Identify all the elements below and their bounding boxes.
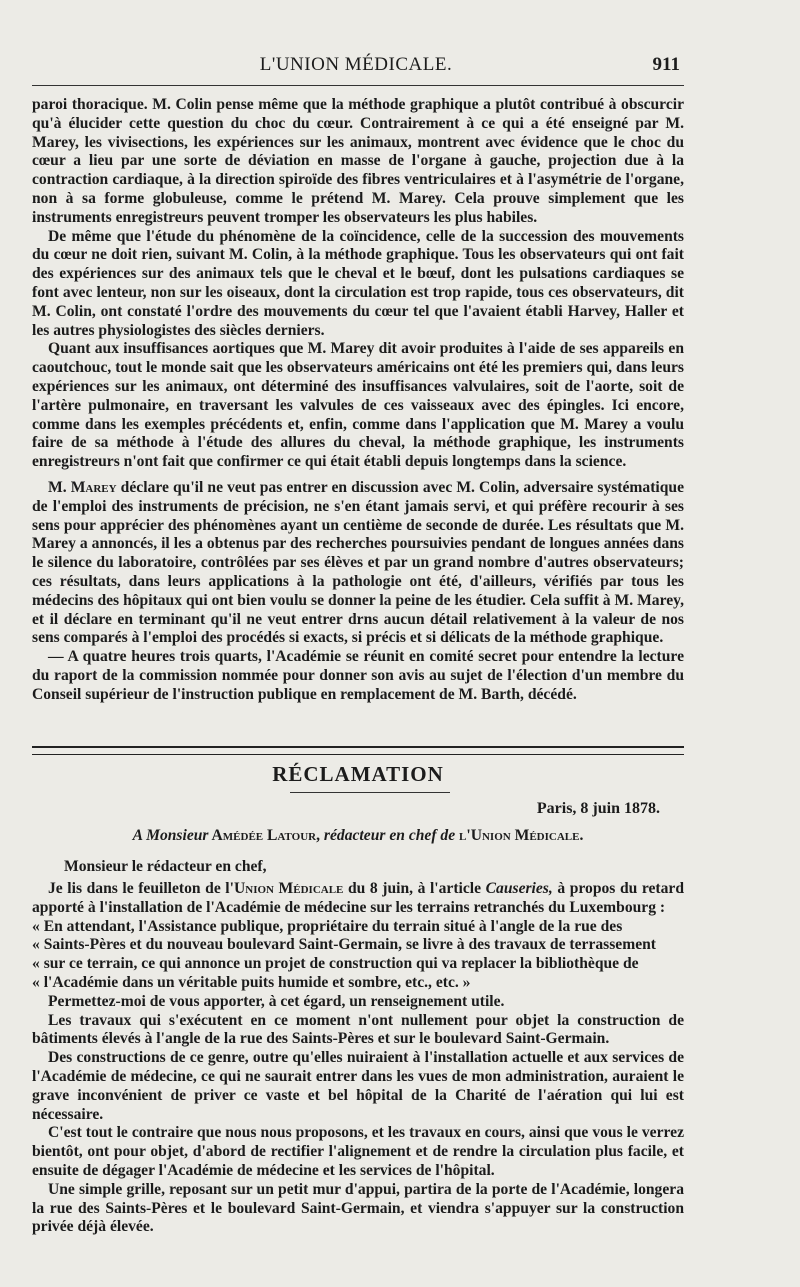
paragraph: Des constructions de ce genre, outre qu'elles nuiraient à l'installation actuelle et aux services de l'Académie de médecine, ce qui ne saurait entrer dans les vues de mon administration, auraient le grave inconvénient de priver ce vaste et bel hôpital de la Charité de l'aération qui lui est nécessaire. bbox=[32, 1049, 684, 1123]
paragraph: Les travaux qui s'exécutent en ce moment n'ont nullement pour objet la construction de bâtiments élevés à l'angle de la rue des Saints-Pères et sur le boulevard Saint-Germain. bbox=[32, 1011, 684, 1048]
paragraph: paroi thoracique. M. Colin pense même que la méthode graphique a plutôt contribué à obscurcir qu'à élucider cette question du choc du cœur. Contrairement à ce qui a été enseigné par M. Marey, les vivisections, les expériences sur les animaux, montrent avec évidence que le choc du cœur a lieu par une sorte de déviation en masse de l'organe à gauche, projection due à la contraction cardiaque, à la direction spiroïde des fibres ventriculaires et à l'asymétrie de l'organe, non à sa forme globuleuse, comme le prétend M. Marey. Cela prouve simplement que les instruments enregistreurs peuvent tromper les observateurs les plus habiles. bbox=[32, 96, 684, 226]
paragraph-text: Je lis dans le feuilleton de l' bbox=[48, 880, 234, 897]
address-journal: l'Union Médicale. bbox=[455, 827, 584, 844]
article-name: Causeries, bbox=[485, 880, 553, 897]
paragraph: Quant aux insuffisances aortiques que M. Marey dit avoir produites à l'aide de ses appareils en caoutchouc, tout le monde sait que les observateurs américains ont été les premiers qui, dans leurs expériences sur les animaux, ont déterminé des insuffisances valvulaires, soit de l'aorte, soit de l'artère pulmonaire, en traversant les valvules de ces vaisseaux avec des épingles. Ici encore, comme dans les exemples précédents et, enfin, comme dans l'application que M. Marey a voulu faire de sa méthode à l'étude des allures du cheval, la méthode graphique, les instruments enregistreurs n'ont fait que confirmer ce qui était établi depuis longtemps dans la science. bbox=[32, 340, 684, 471]
address-name: Amédée Latour, bbox=[208, 827, 321, 844]
paragraph: C'est tout le contraire que nous nous proposons, et les travaux en cours, ainsi que vous le verrez bientôt, ont pour objet, d'abord de rectifier l'alignement et de rendre la circulation plus facile, et ensuite de dégager l'Académie de médecine et les services de l'hôpital. bbox=[32, 1124, 684, 1179]
paragraph: Permettez-moi de vous apporter, à cet égard, un renseignement utile. bbox=[48, 992, 505, 1010]
address-role: rédacteur en chef de bbox=[320, 827, 456, 844]
letter-body bbox=[32, 880, 684, 1237]
paragraph bbox=[32, 479, 684, 648]
paragraph: Une simple grille, reposant sur un petit mur d'appui, partira de la porte de l'Académie, longera la rue des Saints-Pères et le boulevard Saint-Germain, et viendra s'appuyer sur la construction privée déjà élevée. bbox=[32, 1180, 684, 1236]
header-rule bbox=[32, 85, 684, 86]
quote-line: « sur ce terrain, ce qui annonce un projet de construction qui va replacer la bibliothèque de bbox=[32, 955, 639, 973]
paragraph: — A quatre heures trois quarts, l'Académie se réunit en comité secret pour entendre la lecture du raport de la commission nommée pour donner son avis au sujet de l'élection d'un membre du Conseil supérieur de l'instruction publique en remplacement de M. Barth, décédé. bbox=[32, 648, 684, 703]
letter-address bbox=[32, 827, 684, 845]
section-title: RÉCLAMATION bbox=[272, 762, 444, 786]
paragraph-text: à propos du retard apporté à l'installation de l'Académie de médecine sur les terrains retranchés du Luxembourg : bbox=[32, 880, 685, 916]
academy-report bbox=[32, 96, 684, 705]
paragraph: De même que l'étude du phénomène de la coïncidence, celle de la succession des mouvements du cœur ne doit rien, suivant M. Colin, à la méthode graphique. Tous les observateurs qui ont fait des expériences sur des animaux tels que le cheval et le bœuf, dont les pulsations cardiaques se font avec lenteur, non sur les oiseaux, dont la circulation est trop rapide, tous ces observateurs, dit M. Colin, ont constaté l'ordre des mouvements du cœur tel que l'avaient établi Harvey, Haller et les autres physiologistes des siècles derniers. bbox=[32, 227, 684, 339]
quote-line: « l'Académie dans un véritable puits humide et sombre, etc., etc. » bbox=[32, 973, 471, 991]
journal-name: Union Médicale bbox=[233, 880, 344, 897]
title-underline bbox=[290, 792, 450, 793]
paragraph-text: déclare qu'il ne veut pas entrer en discussion avec M. Colin, adversaire systématique de l'emploi des instruments de précision, ne s'en étant jamais servi, et qui préfère recourir à ses sens pour apprécier des phénomènes ayant un centième de seconde de durée. Les résultats que M. Marey a annoncés, il les a obtenus par des recherches poursuivies pendant de longues années dans le silence du laboratoire, contrôlées par ses élèves et par un grand nombre d'autres observateurs; ces résultats, dans leurs applications à la pathologie ont été, d'ailleurs, vérifiés par tous les médecins des hôpitaux qui ont bien voulu se donner la peine de les étudier. Cela suffit à M. Marey, et il déclare en terminant qu'il ne veut entrer drns aucun détail relativement à la valeur de nos sens comparés à l'emploi des procédés si exacts, si précis et si délicats de la méthode graphique. bbox=[32, 478, 684, 647]
quote-line: « Saints-Pères et du nouveau boulevard Saint-Germain, se livre à des travaux de terrassement bbox=[32, 936, 657, 954]
running-title: L'UNION MÉDICALE. bbox=[259, 54, 453, 75]
paragraph bbox=[32, 880, 684, 918]
address-prefix: A Monsieur bbox=[132, 827, 209, 844]
letter-salutation: Monsieur le rédacteur en chef, bbox=[64, 858, 267, 875]
letter-dateline: Paris, 8 juin 1878. bbox=[536, 800, 660, 817]
page-header bbox=[32, 50, 680, 80]
paragraph-text: du 8 juin, à l'article bbox=[343, 880, 486, 897]
page-number: 911 bbox=[652, 54, 680, 75]
section-divider bbox=[32, 746, 684, 755]
speaker-name: M. Marey bbox=[48, 478, 117, 496]
quote-line: « En attendant, l'Assistance publique, propriétaire du terrain situé à l'angle de la rue des bbox=[32, 917, 623, 935]
